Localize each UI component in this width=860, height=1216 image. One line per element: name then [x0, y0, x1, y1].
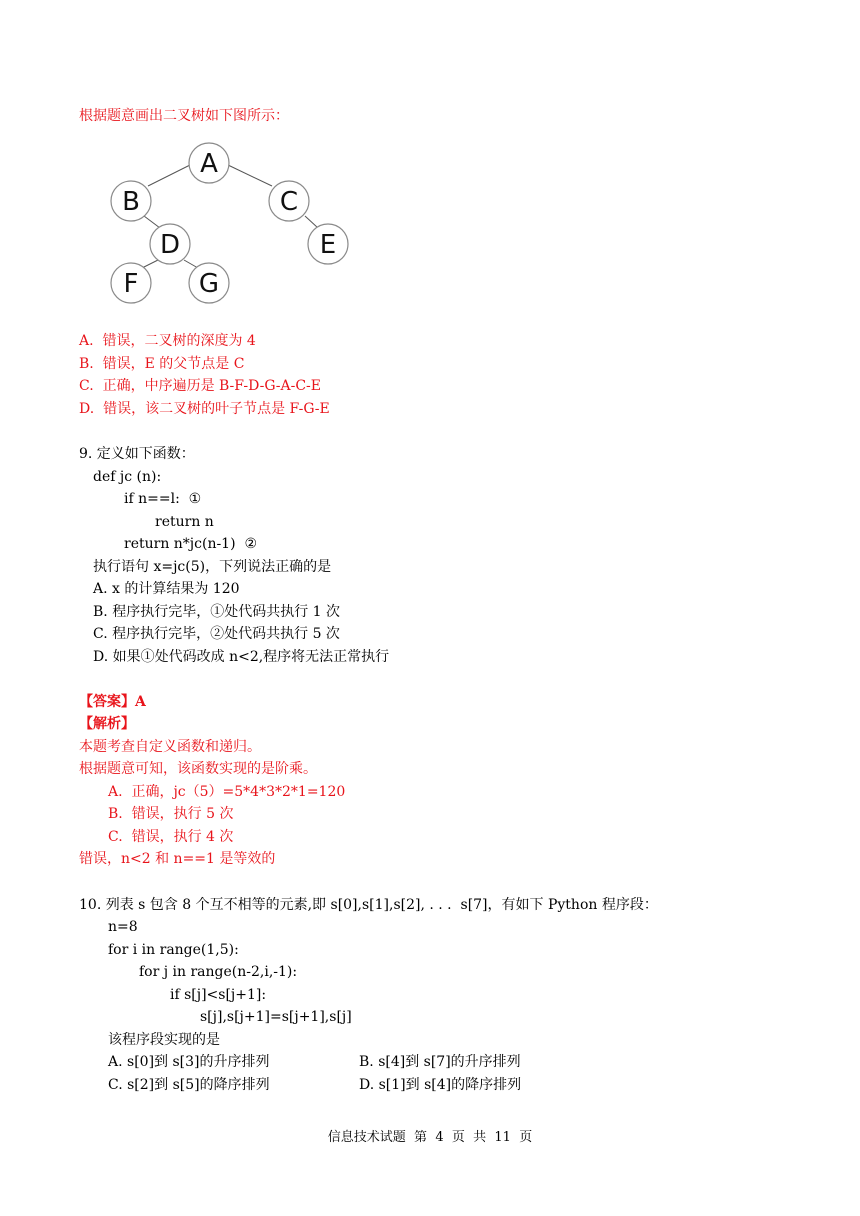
q9-analysis-line-6: 错误，n<2 和 n==1 是等效的	[79, 851, 276, 867]
q9-analysis-label: 【解析】	[79, 716, 135, 732]
tree-node-d	[150, 224, 190, 264]
tree-node-f	[111, 263, 151, 303]
q9-analysis-line-1: 本题考查自定义函数和递归。	[79, 739, 261, 755]
edge-a-c	[228, 165, 272, 186]
svg-text:B: B	[122, 187, 140, 217]
q9-code-line-2: if n==l: ①	[124, 491, 202, 507]
q9-code-line-3: return n	[155, 514, 214, 530]
edge-c-e	[305, 216, 318, 228]
tree-node-c	[269, 181, 309, 221]
q9-analysis-line-5: C. 错误，执行 4 次	[108, 829, 234, 845]
q10-question: 该程序段实现的是	[108, 1032, 220, 1048]
tree-node-b	[111, 181, 151, 221]
q9-question: 执行语句 x=jc(5)，下列说法正确的是	[93, 559, 332, 575]
binary-tree-diagram	[100, 138, 360, 308]
q9-option-c: C. 程序执行完毕，②处代码共执行 5 次	[93, 626, 340, 642]
q10-code-line-5: s[j],s[j+1]=s[j+1],s[j]	[200, 1009, 352, 1025]
svg-text:F: F	[123, 269, 139, 299]
tree-node-e	[308, 224, 348, 264]
q8-option-d: D. 错误，该二叉树的叶子节点是 F-G-E	[79, 401, 330, 417]
q9-code-line-1: def jc (n):	[93, 469, 162, 485]
q9-option-b: B. 程序执行完毕，①处代码共执行 1 次	[93, 604, 340, 620]
q10-code-line-1: n=8	[108, 919, 138, 935]
q9-code-line-4: return n*jc(n-1) ②	[124, 536, 258, 552]
q10-code-line-3: for j in range(n-2,i,-1):	[139, 964, 298, 980]
edge-a-b	[148, 165, 190, 186]
svg-text:E: E	[319, 230, 337, 260]
page-footer: 信息技术试题 第 4 页 共 11 页	[327, 1130, 533, 1145]
q8-option-b: B. 错误，E 的父节点是 C	[79, 356, 245, 372]
q9-answer-label: 【答案】A	[79, 694, 146, 710]
q10-code-line-2: for i in range(1,5):	[108, 942, 239, 958]
q9-option-a: A. x 的计算结果为 120	[93, 581, 240, 597]
q9-analysis-line-2: 根据题意可知，该函数实现的是阶乘。	[79, 761, 317, 777]
svg-text:D: D	[159, 230, 181, 260]
edge-d-f	[142, 260, 158, 268]
q9-option-d: D. 如果①处代码改成 n<2,程序将无法正常执行	[93, 649, 390, 665]
q10-option-d: D. s[1]到 s[4]的降序排列	[359, 1077, 522, 1093]
q10-option-a: A. s[0]到 s[3]的升序排列	[108, 1054, 270, 1070]
svg-text:G: G	[198, 269, 220, 299]
tree-node-a	[189, 143, 229, 183]
q9-analysis-line-3: A. 正确，jc（5）=5*4*3*2*1=120	[108, 784, 346, 800]
svg-text:A: A	[200, 149, 218, 179]
q8-intro: 根据题意画出二叉树如下图所示：	[79, 108, 289, 124]
q10-code-line-4: if s[j]<s[j+1]:	[170, 987, 267, 1003]
q10-option-c: C. s[2]到 s[5]的降序排列	[108, 1077, 270, 1093]
edge-d-g	[184, 260, 198, 268]
tree-node-g	[189, 263, 229, 303]
q10-option-b: B. s[4]到 s[7]的升序排列	[359, 1054, 521, 1070]
q8-option-a: A. 错误，二叉树的深度为 4	[79, 333, 256, 349]
edge-b-d	[144, 216, 160, 228]
q9-analysis-line-4: B. 错误，执行 5 次	[108, 806, 234, 822]
q10-stem: 10. 列表 s 包含 8 个互不相等的元素,即 s[0],s[1],s[2], . . . s[7]，有如下 Python 程序段：	[79, 897, 658, 913]
q8-option-c: C. 正确，中序遍历是 B-F-D-G-A-C-E	[79, 378, 321, 394]
svg-text:C: C	[279, 187, 299, 217]
q9-stem: 9. 定义如下函数：	[79, 446, 195, 462]
